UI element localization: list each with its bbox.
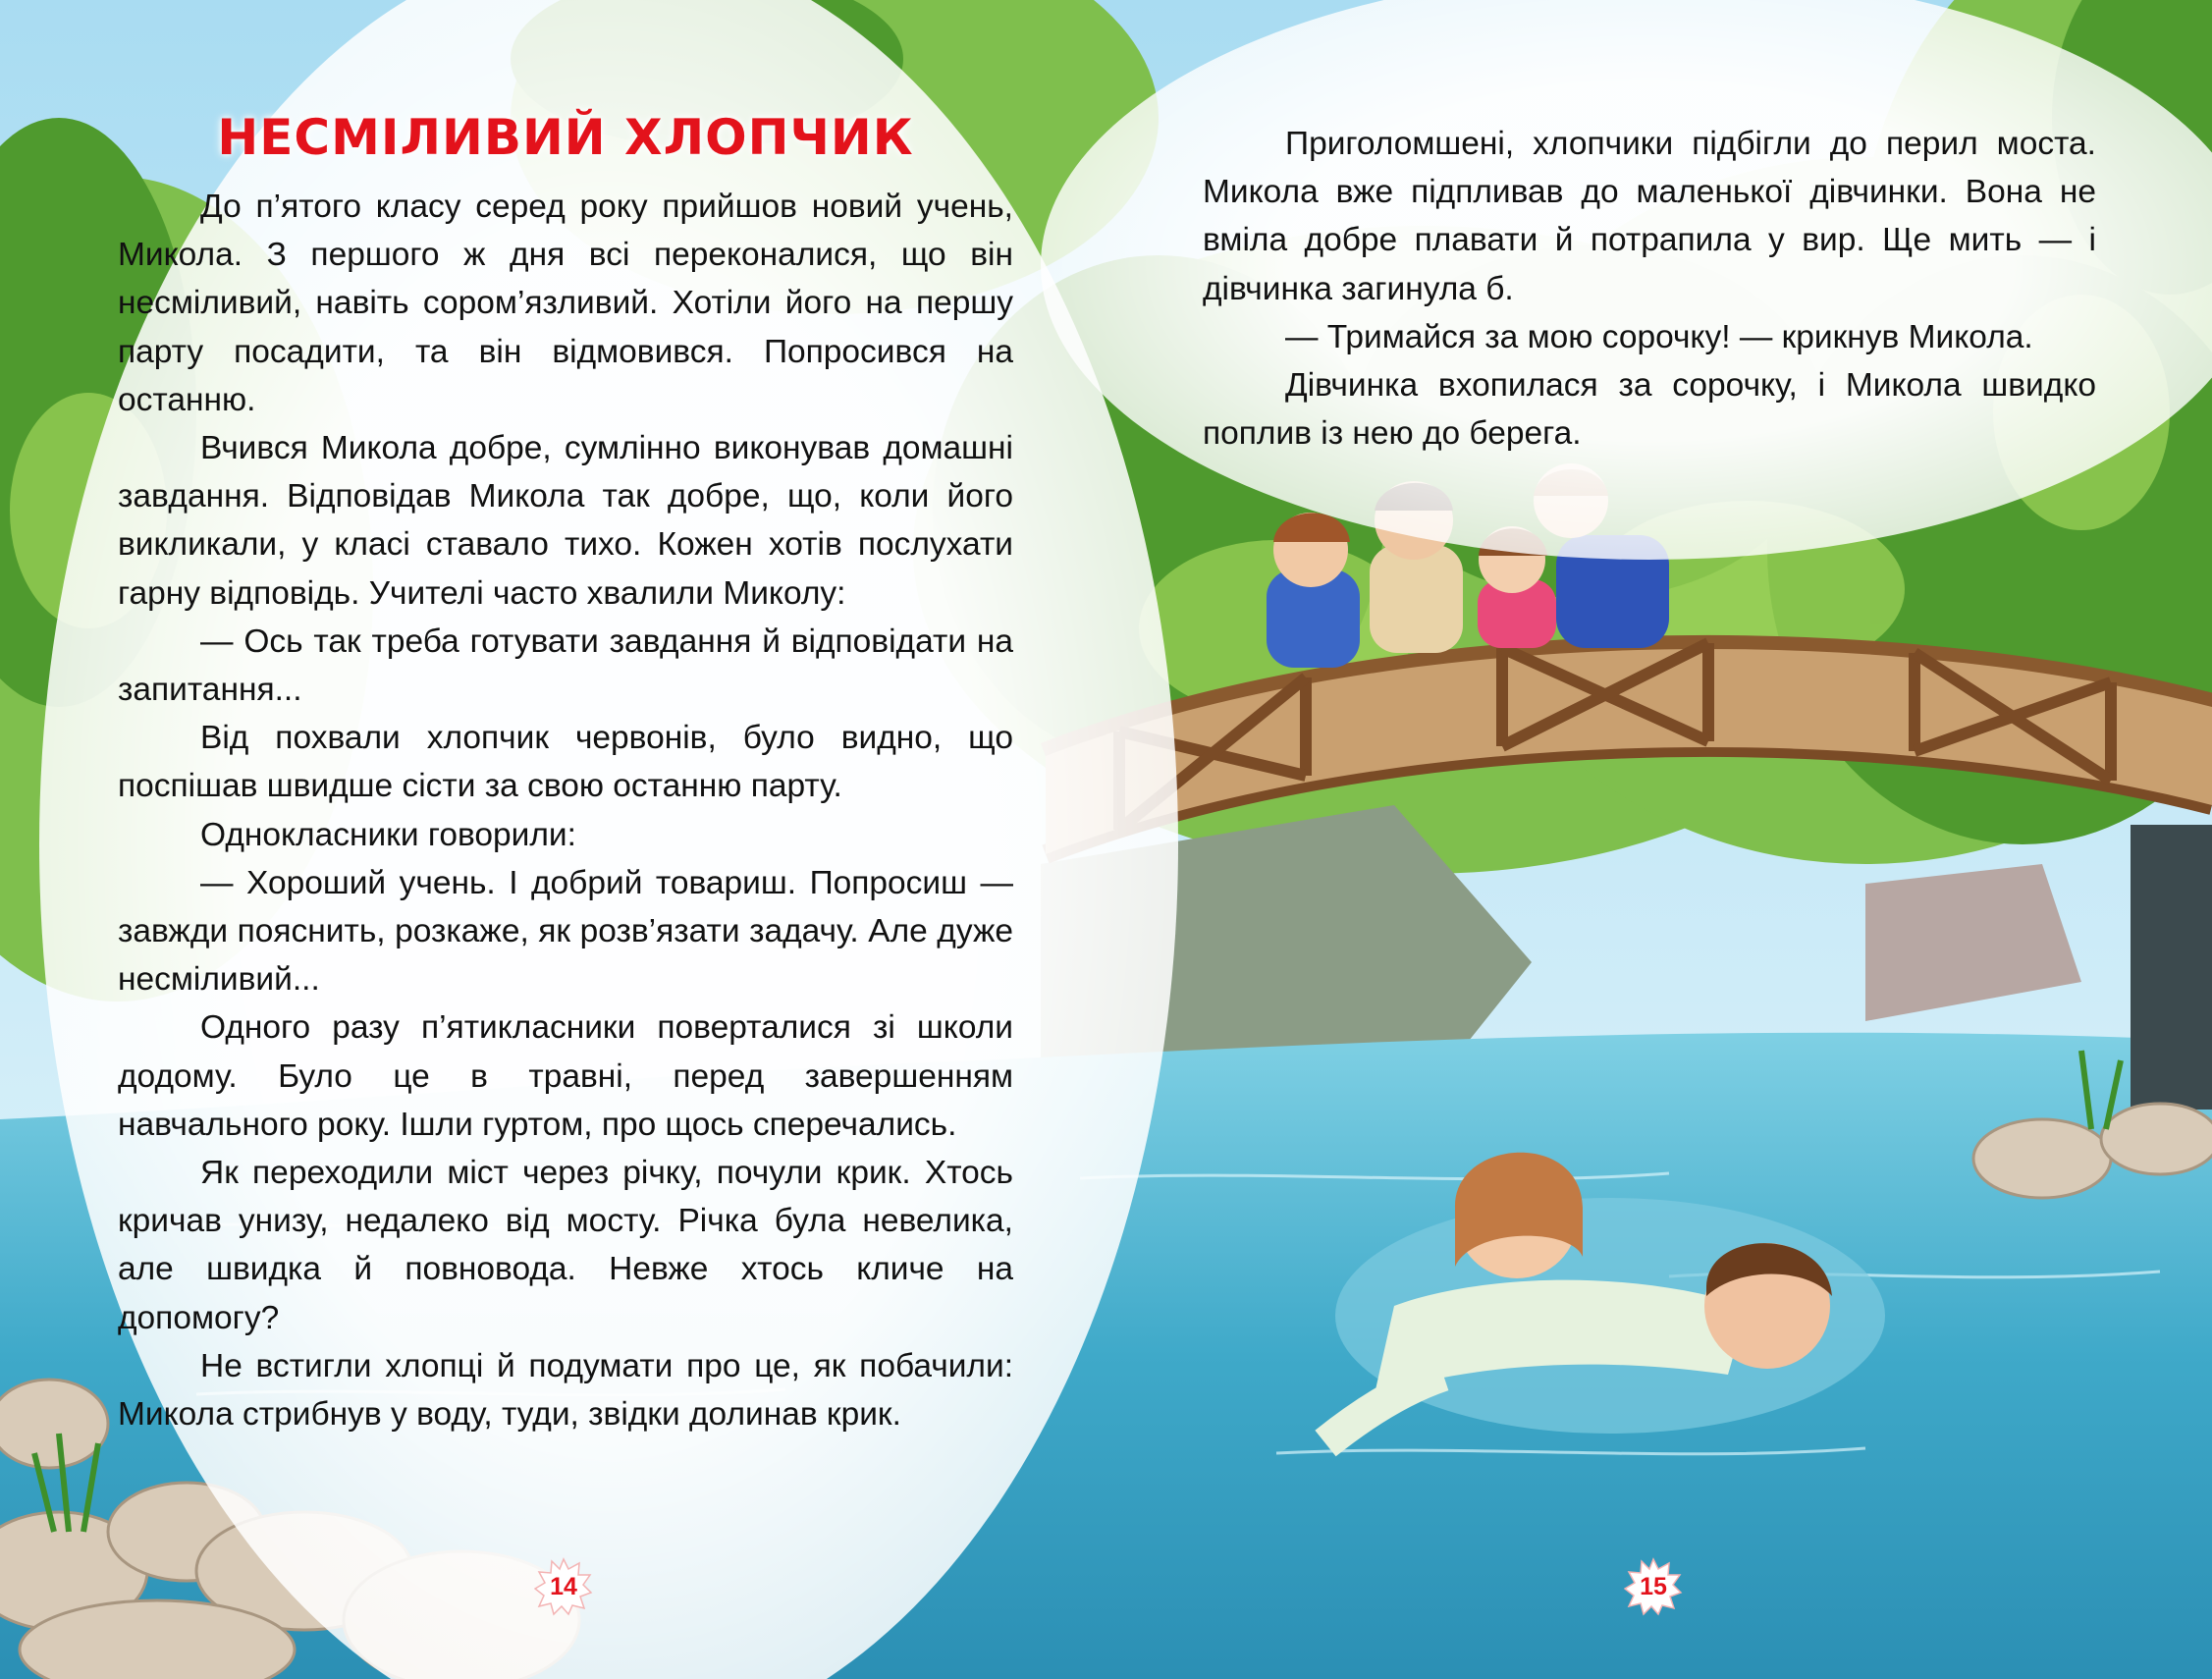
paragraph: Як переходили міст через річку, почули крик. Хтось кричав унизу, недалеко від мосту. Річка була невелика, але швидка й повновода. Невже хтось кличе на допомогу? [118,1155,1013,1336]
page-number-right [1624,1557,1683,1616]
paragraph: Приголомшені, хлопчики підбігли до перил моста. Микола вже підпливав до маленької дівчинки. Вона не вміла добре плавати й потрапила у вир. Ще мить — і дівчинка загинула б. [1203,126,2096,307]
paragraph: До п’ятого класу серед року прийшов новий учень, Микола. З першого ж дня всі переконалися, що він несміливий, навіть сором’язливий. Хотіли його на першу парту посадити, та він відмовився. Попросився на останню. [118,189,1013,418]
story-title: НЕСМІЛИВИЙ ХЛОПЧИК [217,109,914,166]
page-number-text: 15 [1640,1572,1667,1600]
paragraph: Від похвали хлопчик червонів, було видно, що поспішав швидше сісти за свою останню парту. [118,720,1013,805]
paragraph: Одного разу п’ятикласники поверталися зі школи додому. Було це в травні, перед завершенням навчального року. Ішли гуртом, про щось сперечались. [118,1009,1013,1143]
page-number-text: 14 [550,1572,577,1600]
paragraph: Вчився Микола добре, сумлінно виконував домашні завдання. Відповідав Микола так добре, що, коли його викликали, у класі ставало тихо. Кожен хотів послухати гарну відповідь. Учителі часто хвалили Миколу: [118,430,1013,612]
right-page [1203,120,2096,458]
page-number-left [534,1557,593,1616]
paragraph: Однокласники говорили: [200,816,576,853]
paragraph: — Тримайся за мою сорочку! — крикнув Микола. [1285,318,2033,355]
paragraph: — Хороший учень. І добрий товариш. Попросиш — завжди пояснить, розкаже, як розв’язати задачу. Але дуже несміливий... [118,864,1013,999]
paragraph: Дівчинка вхопилася за сорочку, і Микола швидко поплив із нею до берега. [1203,367,2096,453]
left-page [118,106,1013,1438]
paragraph: Не встигли хлопці й подумати про це, як побачили: Микола стрибнув у воду, туди, звідки долинав крик. [118,1347,1013,1434]
paragraph: — Ось так треба готувати завдання й відповідати на запитання... [118,623,1013,709]
bridge-pillar [2131,825,2212,1110]
